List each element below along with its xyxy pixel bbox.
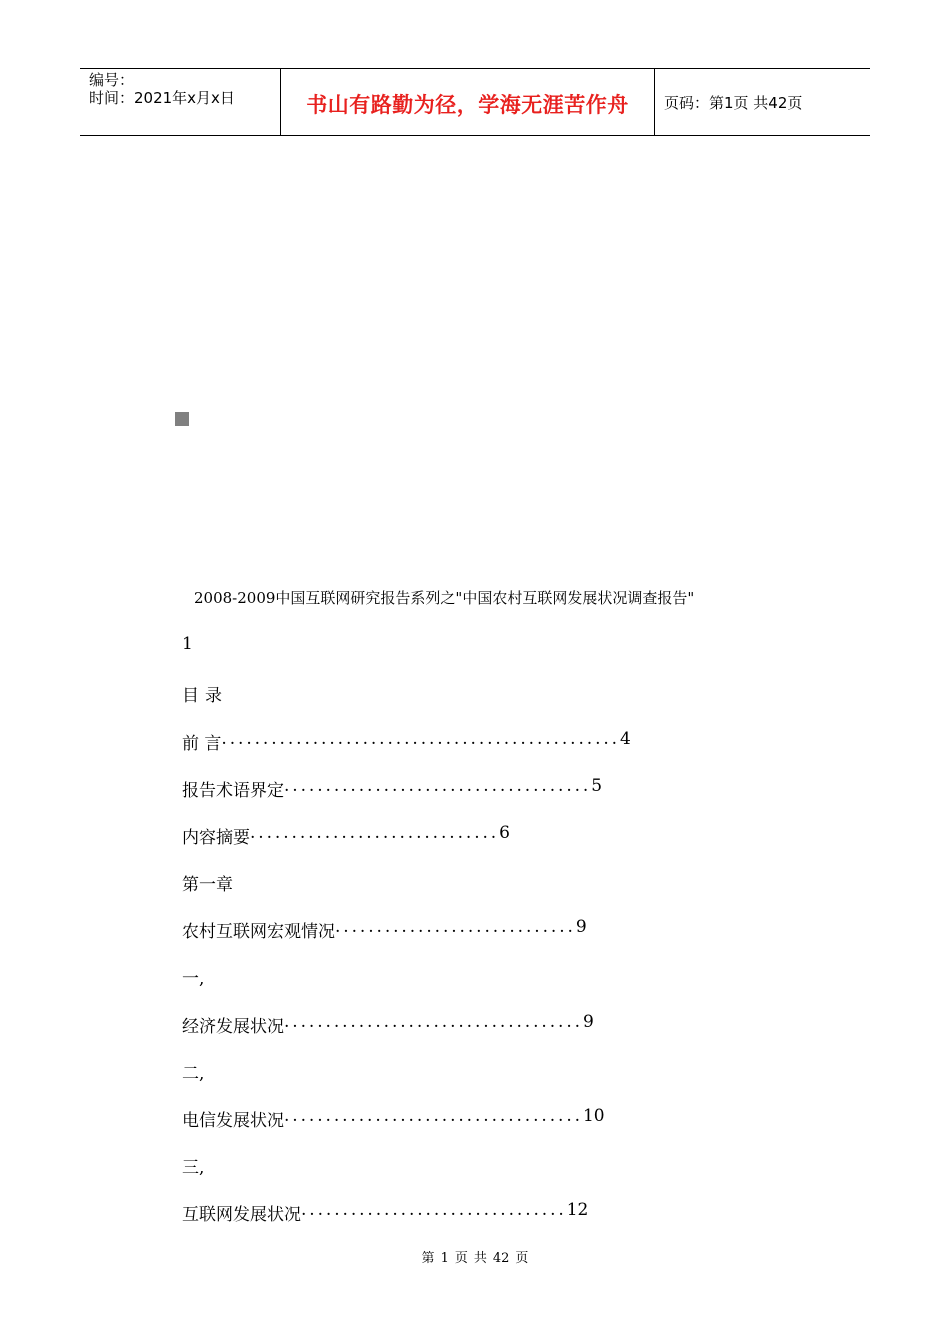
toc-entry[interactable] bbox=[182, 729, 631, 754]
toc-entry-dots: .................................... bbox=[284, 1106, 583, 1126]
footer-total-prefix: 共 bbox=[473, 1251, 487, 1266]
toc-entry[interactable] bbox=[182, 776, 602, 801]
number-label: 编号： bbox=[89, 71, 135, 89]
toc-entry-label: 经济发展状况 bbox=[182, 1017, 284, 1037]
toc-entry-label: 三, bbox=[182, 1158, 205, 1178]
page-marker: 1 bbox=[182, 634, 194, 654]
footer-total-suffix: 页 bbox=[515, 1251, 529, 1266]
toc-entry bbox=[182, 1059, 204, 1084]
document-title: 2008-2009中国互联网研究报告系列之"中国农村互联网发展状况调查报告" bbox=[194, 589, 695, 607]
toc-entry-label: 二, bbox=[182, 1064, 205, 1084]
toc-entry[interactable] bbox=[182, 1012, 594, 1037]
toc-entry-label: 报告术语界定 bbox=[182, 781, 284, 801]
toc-entry[interactable] bbox=[182, 1200, 588, 1225]
toc-entry-label: 前 言 bbox=[182, 734, 222, 754]
toc-entry-dots: .............................. bbox=[250, 823, 500, 843]
bullet-square-icon bbox=[175, 412, 189, 426]
toc-entry-dots: ............................. bbox=[335, 917, 576, 937]
page-header bbox=[80, 68, 870, 136]
toc-entry-page: 12 bbox=[566, 1200, 589, 1220]
toc-heading: 目 录 bbox=[182, 686, 223, 706]
toc-entry-label: 农村互联网宏观情况 bbox=[182, 922, 335, 942]
footer-total-pages: 42 bbox=[492, 1251, 510, 1266]
toc-entry[interactable] bbox=[182, 1106, 605, 1131]
toc-entry-page: 10 bbox=[582, 1106, 605, 1126]
toc-entry-label: 一, bbox=[182, 969, 205, 989]
toc-entry bbox=[182, 870, 233, 895]
header-motto: 书山有路勤为径，学海无涯苦作舟 bbox=[281, 69, 655, 135]
toc-entry-label: 电信发展状况 bbox=[182, 1111, 284, 1131]
toc-entry-label: 内容摘要 bbox=[182, 828, 250, 848]
page-footer bbox=[0, 1247, 950, 1266]
toc-entry-dots: ................................ bbox=[301, 1200, 567, 1220]
header-meta bbox=[80, 69, 281, 135]
footer-current-page: 1 bbox=[440, 1251, 449, 1266]
toc-entry-dots: .................................... bbox=[284, 1012, 583, 1032]
header-page-info: 页码：第1页 共42页 bbox=[664, 94, 803, 112]
toc-entry-page: 6 bbox=[499, 823, 510, 843]
toc-entry-label: 第一章 bbox=[182, 875, 233, 895]
toc-entry-page: 9 bbox=[582, 1012, 594, 1032]
toc-entry-dots: ................................................ bbox=[221, 729, 620, 749]
footer-page-word: 页 bbox=[454, 1251, 468, 1266]
toc-entry-page: 4 bbox=[620, 729, 631, 749]
toc-entry bbox=[182, 1153, 204, 1178]
time-label: 时间：2021年x月x日 bbox=[89, 89, 235, 107]
toc-entry-dots: ..................................... bbox=[284, 776, 592, 796]
toc-entry[interactable] bbox=[182, 823, 510, 848]
toc-entry bbox=[182, 964, 204, 989]
toc-entry-label: 互联网发展状况 bbox=[182, 1205, 301, 1225]
footer-prefix: 第 bbox=[421, 1251, 435, 1266]
toc-entry[interactable] bbox=[182, 917, 587, 942]
toc-entry-page: 5 bbox=[591, 776, 603, 796]
toc-entry-page: 9 bbox=[575, 917, 587, 937]
